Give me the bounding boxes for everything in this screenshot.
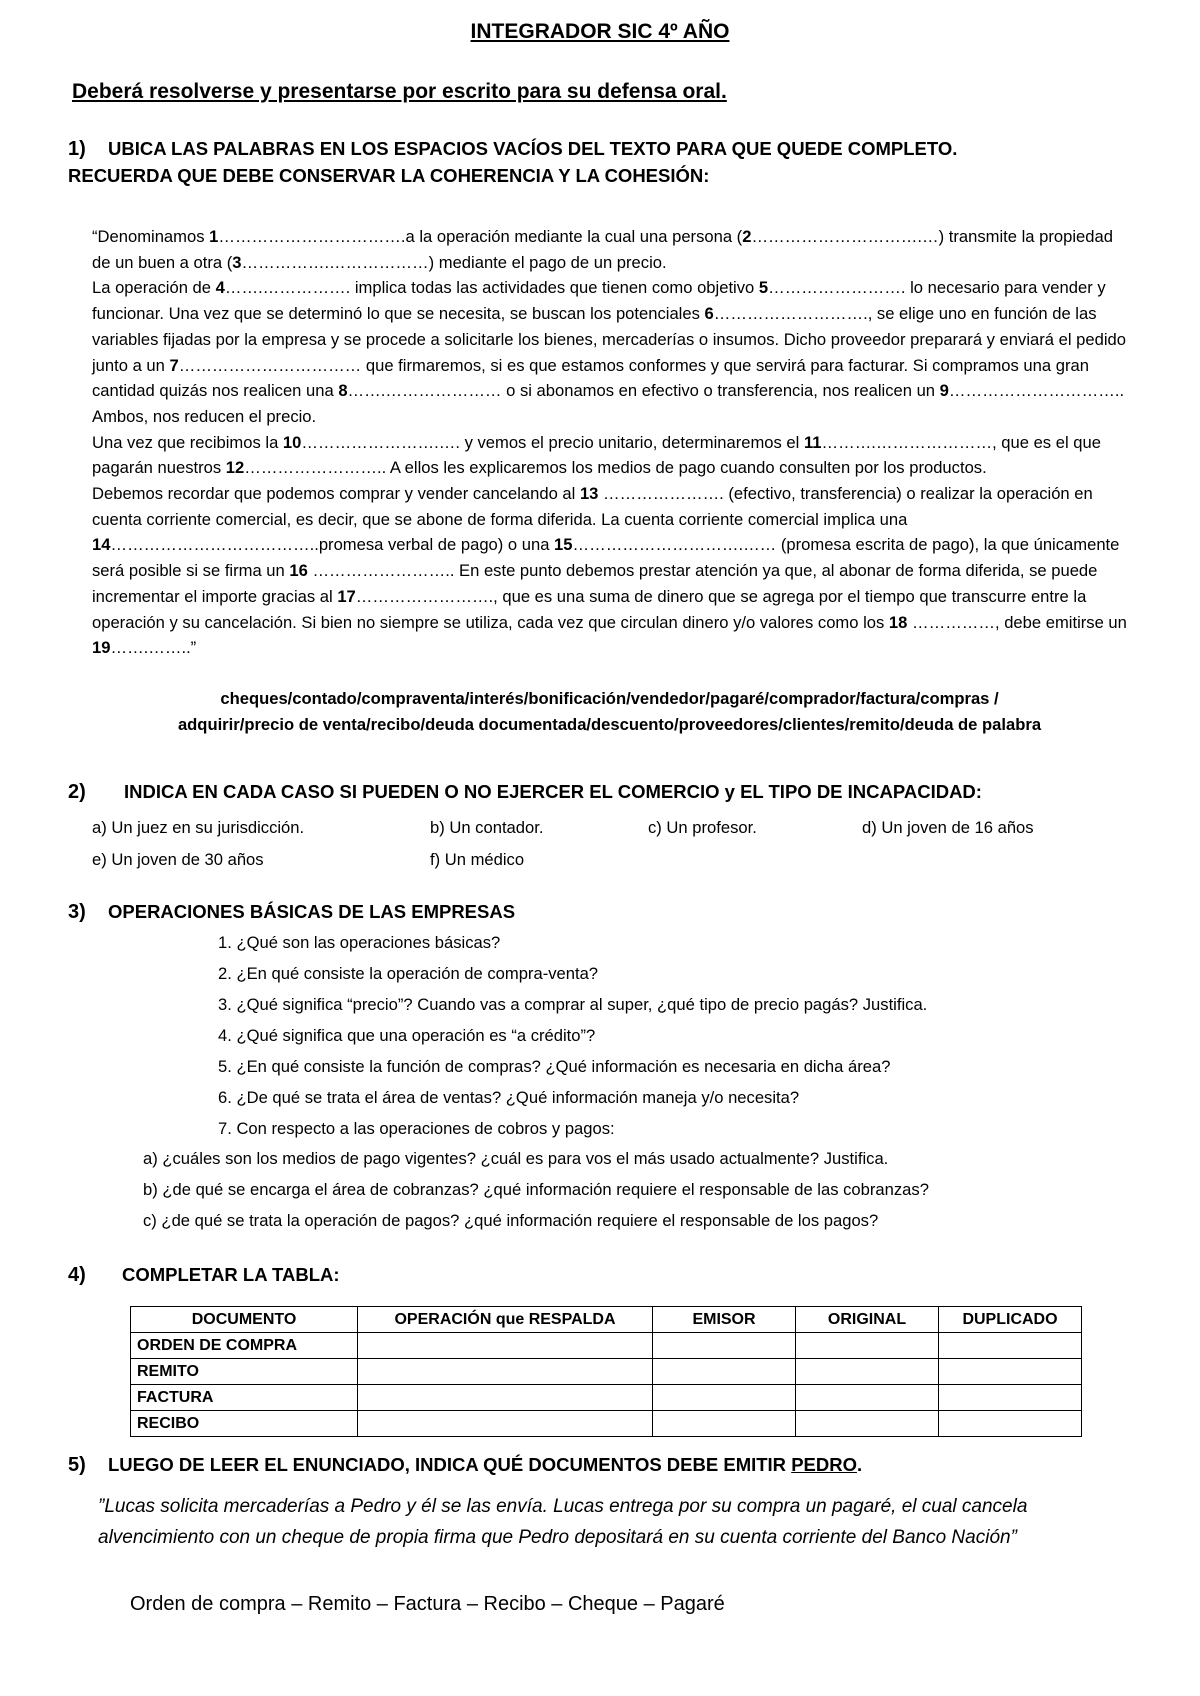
section5-heading-end: .	[856, 1454, 863, 1475]
section1-heading-line2: RECUERDA QUE DEBE CONSERVAR LA COHERENCIA Y LA COHESIÓN:	[68, 165, 710, 186]
blank-number: 7	[169, 355, 179, 375]
option-f: f) Un médico	[430, 850, 525, 869]
text-segment: …………………. (efectivo, transferencia) o realizar la operación en cuenta corriente comercial, es decir, que se abone de forma diferida. La cuenta corriente comercial implica una	[92, 484, 1093, 529]
section2-heading	[68, 781, 982, 804]
col-operacion: OPERACIÓN que RESPALDA	[358, 1307, 653, 1333]
table-cell[interactable]	[653, 1359, 796, 1385]
text-segment: …………………….. En este punto debemos prestar atención ya que, al abonar de forma diferida, se puede incrementar el importe gracias al	[92, 561, 1098, 606]
question-5: 5. ¿En qué consiste la función de compras? ¿Qué información es necesaria en dicha área?	[218, 1057, 891, 1076]
option-e: e) Un joven de 30 años	[92, 850, 264, 869]
question-6: 6. ¿De qué se trata el área de ventas? ¿Qué información maneja y/o necesita?	[218, 1088, 800, 1107]
question-1: 1. ¿Qué son las operaciones básicas?	[218, 933, 501, 952]
table-cell[interactable]	[653, 1385, 796, 1411]
question-4: 4. ¿Qué significa que una operación es “a crédito”?	[218, 1026, 596, 1045]
fill-in-paragraph	[92, 224, 1132, 661]
blank-number: 6	[704, 304, 714, 324]
text-segment: …….……………. implica todas las actividades que tienen como objetivo	[224, 278, 759, 298]
text-segment: ……….…………………, que es el que pagarán nuestros	[92, 432, 1101, 478]
text-segment: ………………………………..promesa verbal de pago) o una	[110, 535, 555, 555]
text-segment: …………………………… que firmaremos, si es que estamos conformes y que servirá para facturar. Si compramos una gran cantidad quizás nos realicen una	[92, 355, 1089, 401]
col-emisor: EMISOR	[653, 1307, 796, 1333]
text-segment: Una vez que recibimos la	[92, 432, 283, 452]
documents-list: Orden de compra – Remito – Factura – Recibo – Cheque – Pagaré	[130, 1593, 725, 1615]
documents-table	[130, 1306, 1082, 1437]
case-quote: ”Lucas solicita mercaderías a Pedro y él se las envía. Lucas entrega por su compra un pagaré, el cual cancela alvencimiento con un cheque de propia firma que Pedro depositará en su cuenta corriente del Banco Nación”	[98, 1496, 1028, 1548]
table-cell[interactable]	[796, 1333, 939, 1359]
section1-heading-line1: UBICA LAS PALABRAS EN LOS ESPACIOS VACÍOS DEL TEXTO PARA QUE QUEDE COMPLETO.	[108, 138, 958, 159]
text-segment: …….……..”	[110, 638, 197, 658]
blank-number: 12	[225, 458, 245, 478]
page-subtitle: Deberá resolverse y presentarse por escrito para su defensa oral.	[72, 80, 727, 103]
table-cell[interactable]	[358, 1359, 653, 1385]
blank-number: 14	[92, 535, 111, 555]
table-cell[interactable]	[939, 1411, 1082, 1437]
section5-heading-name: PEDRO	[791, 1454, 857, 1475]
section5-heading-text: LUEGO DE LEER EL ENUNCIADO, INDICA QUÉ DOCUMENTOS DEBE EMITIR	[108, 1454, 792, 1475]
table-header-row	[131, 1307, 1082, 1333]
section1-number: 1)	[68, 138, 86, 160]
text-segment: ……………………. lo necesario para vender y funcionar. Una vez que se determinó lo que se necesita, se buscan los potenciales	[92, 278, 1106, 324]
question-7: 7. Con respecto a las operaciones de cobros y pagos:	[218, 1119, 615, 1138]
blank-number: 18	[888, 612, 908, 632]
blank-number: 13	[579, 484, 599, 504]
table-cell[interactable]	[796, 1411, 939, 1437]
section3-heading-text: OPERACIONES BÁSICAS DE LAS EMPRESAS	[108, 901, 516, 922]
blank-number: 16	[289, 561, 308, 581]
word-bank-line: adquirir/precio de venta/recibo/deuda documentada/descuento/proveedores/clientes/remito/deuda de palabra	[177, 714, 1042, 734]
question-3: 3. ¿Qué significa “precio”? Cuando vas a comprar al super, ¿qué tipo de precio pagás? Justifica.	[218, 995, 928, 1014]
text-segment: ………………………., se elige uno en función de las variables fijadas por la empresa y se procede a solicitarle los bienes, mercaderías o insumos. Dicho proveedor preparará y enviará el pedido junto a un	[92, 304, 1126, 375]
table-cell[interactable]	[358, 1385, 653, 1411]
option-b: b) Un contador.	[430, 818, 544, 837]
text-segment: ……………, debe emitirse un	[907, 612, 1127, 632]
table-cell[interactable]	[939, 1359, 1082, 1385]
blank-number: 1	[209, 227, 219, 246]
section2-heading-text: INDICA EN CADA CASO SI PUEDEN O NO EJERCER EL COMERCIO y EL TIPO DE INCAPACIDAD:	[124, 781, 982, 802]
section3-number: 3)	[68, 901, 86, 923]
table-cell[interactable]	[358, 1333, 653, 1359]
text-segment: ……………………., que es una suma de dinero que se agrega por el tiempo que transcurre entre la operación y su cancelación. Si bien no siempre se utiliza, cada vez que circulan dinero y/o valores como los	[92, 586, 1087, 632]
blank-number: 19	[92, 638, 111, 658]
page-title: INTEGRADOR SIC 4º AÑO	[470, 20, 730, 43]
col-duplicado: DUPLICADO	[939, 1307, 1082, 1333]
blank-number: 2	[742, 227, 752, 246]
table-cell[interactable]	[939, 1333, 1082, 1359]
text-segment: …………….………………) mediante el pago de un precio.	[241, 252, 667, 272]
text-segment: Debemos recordar que podemos comprar y vender cancelando al	[92, 484, 580, 504]
blank-number: 9	[939, 381, 949, 401]
table-cell[interactable]	[939, 1385, 1082, 1411]
blank-number: 17	[337, 586, 356, 606]
option-c: c) Un profesor.	[648, 818, 757, 837]
col-documento: DOCUMENTO	[131, 1307, 358, 1333]
section5-heading	[68, 1454, 862, 1477]
text-segment: …….………………… o si abonamos en efectivo o transferencia, nos realicen un	[347, 381, 940, 401]
section2-number: 2)	[68, 781, 86, 803]
section3-heading	[68, 901, 515, 924]
text-segment: ………………………….…… (promesa escrita de pago), la que únicamente será posible si se firma un	[92, 535, 1120, 581]
section1-heading	[68, 138, 957, 161]
text-segment: ………………………….. Ambos, nos reducen el precio.	[92, 381, 1125, 426]
table-row	[131, 1333, 1082, 1359]
text-segment: ………………………….…) transmite la propiedad de un buen a otra (	[92, 227, 1113, 272]
option-d: d) Un joven de 16 años	[862, 818, 1034, 837]
blank-number: 15	[554, 535, 573, 555]
text-segment: …………………….…. y vemos el precio unitario, determinaremos el	[301, 432, 804, 452]
table-cell[interactable]	[796, 1359, 939, 1385]
table-cell[interactable]	[653, 1333, 796, 1359]
row-label: ORDEN DE COMPRA	[131, 1333, 358, 1359]
section4-number: 4)	[68, 1264, 86, 1286]
table-cell[interactable]	[653, 1411, 796, 1437]
section4-heading-text: COMPLETAR LA TABLA:	[122, 1264, 340, 1285]
row-label: REMITO	[131, 1359, 358, 1385]
word-bank	[92, 686, 1127, 737]
subquestion-b: b) ¿de qué se encarga el área de cobranzas? ¿qué información requiere el responsable de las cobranzas?	[143, 1180, 929, 1199]
blank-number: 5	[758, 278, 769, 298]
table-cell[interactable]	[358, 1411, 653, 1437]
blank-number: 11	[803, 432, 822, 452]
subquestion-c: c) ¿de qué se trata la operación de pagos? ¿qué información requiere el responsable de los pagos?	[143, 1211, 879, 1230]
section4-heading	[68, 1264, 340, 1287]
subquestion-a: a) ¿cuáles son los medios de pago vigentes? ¿cuál es para vos el más usado actualmente? Justifica.	[143, 1149, 889, 1168]
table-row	[131, 1385, 1082, 1411]
text-segment: La operación de	[92, 278, 216, 298]
blank-number: 4	[215, 278, 225, 298]
col-original: ORIGINAL	[796, 1307, 939, 1333]
text-segment: “Denominamos	[92, 227, 210, 246]
table-row	[131, 1411, 1082, 1437]
question-2: 2. ¿En qué consiste la operación de compra-venta?	[218, 964, 599, 983]
text-segment: …………………………….a la operación mediante la cual una persona (	[218, 227, 743, 246]
table-row	[131, 1359, 1082, 1385]
blank-number: 8	[338, 381, 348, 401]
row-label: FACTURA	[131, 1385, 358, 1411]
row-label: RECIBO	[131, 1411, 358, 1437]
table-cell[interactable]	[796, 1385, 939, 1411]
blank-number: 10	[282, 432, 302, 452]
word-bank-line: cheques/contado/compraventa/interés/bonificación/vendedor/pagaré/comprador/factura/compras /	[220, 689, 999, 708]
blank-number: 3	[232, 252, 242, 272]
section5-number: 5)	[68, 1454, 86, 1476]
text-segment: …………………….. A ellos les explicaremos los medios de pago cuando consulten por los productos.	[244, 458, 987, 478]
option-a: a) Un juez en su jurisdicción.	[92, 818, 305, 837]
